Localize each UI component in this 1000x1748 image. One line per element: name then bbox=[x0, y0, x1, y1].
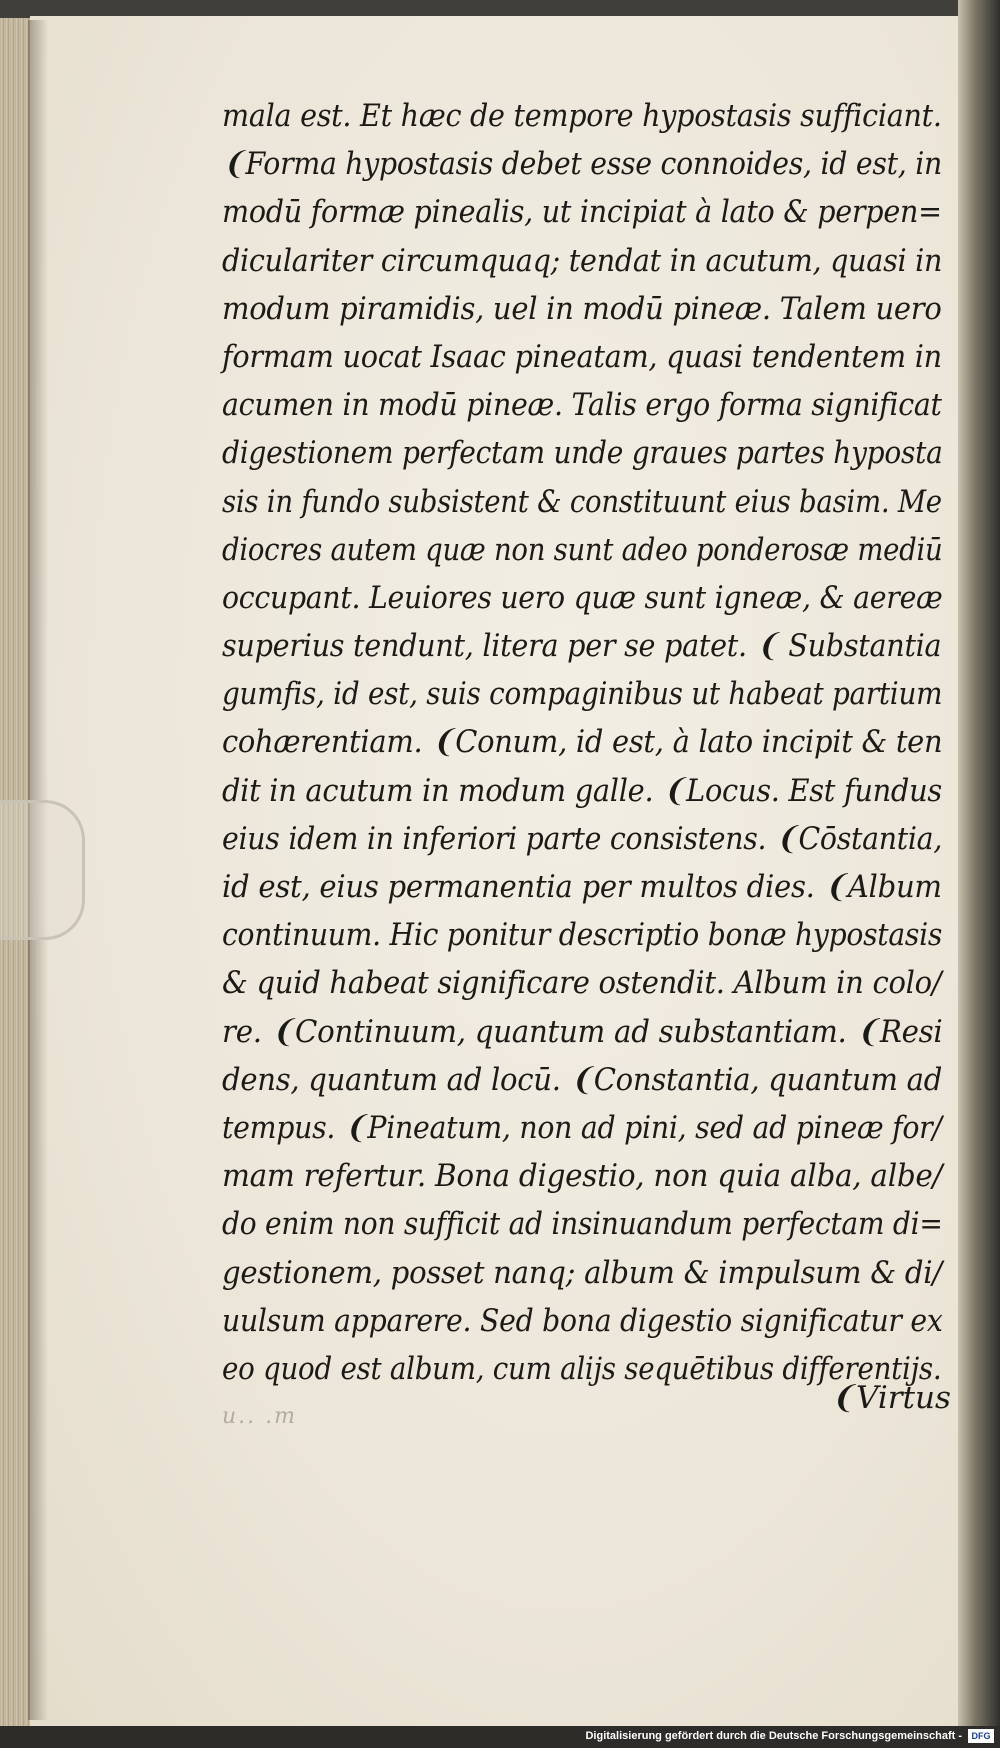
footer-credit: Digitalisierung gefördert durch die Deutsche Forschungsgemeinschaft - bbox=[585, 1730, 962, 1742]
text-line: eo quod est album, cum alijs sequētibus differentijs. bbox=[222, 1350, 942, 1387]
page-text bbox=[222, 92, 942, 1441]
text-line: continuum. Hic ponitur descriptio bonæ hypostasis bbox=[222, 917, 943, 954]
text-line: cohærentiam. ❨Conum, id est, à lato incipit & ten bbox=[222, 724, 943, 761]
text-line: ❨Forma hypostasis debet esse connoides, id est, in bbox=[222, 146, 942, 183]
text-line: dens, quantum ad locū. ❨Constantia, quantum ad bbox=[222, 1061, 943, 1098]
text-line: diculariter circumquaq; tendat in acutum, quasi in bbox=[222, 242, 943, 279]
text-line: tempus. ❨Pineatum, non ad pini, sed ad pineæ for/ bbox=[222, 1109, 942, 1146]
text-line: & quid habeat significare ostendit. Album in colo/ bbox=[222, 965, 942, 1002]
text-line: formam uocat Isaac pineatam, quasi tendentem in bbox=[222, 338, 942, 375]
text-line: occupant. Leuiores uero quæ sunt igneæ, & aereæ bbox=[222, 579, 943, 616]
faded-text: u.. .m bbox=[222, 1404, 298, 1430]
text-line: re. ❨Continuum, quantum ad substantiam. ❨Resi bbox=[222, 1013, 943, 1050]
text-line: gumfis, id est, suis compaginibus ut habeat partium bbox=[222, 676, 943, 713]
text-line: superius tendunt, litera per se patet. ❨ Substantia bbox=[222, 628, 942, 665]
text-line: id est, eius permanentia per multos dies. ❨Album bbox=[222, 869, 942, 905]
text-line: gestionem, posset nanq; album & impulsum & di/ bbox=[222, 1254, 942, 1291]
catchword: ❨Virtus bbox=[830, 1380, 951, 1416]
dfg-logo-icon[interactable]: DFG bbox=[968, 1729, 994, 1743]
text-line: eius idem in inferiori parte consistens. ❨Cōstantia, bbox=[222, 820, 943, 857]
text-line: modū formæ pinealis, ut incipiat à lato & perpen= bbox=[222, 194, 942, 231]
text-line: digestionem perfectam unde graues partes hyposta bbox=[222, 435, 943, 472]
text-line: acumen in modū pineæ. Talis ergo forma significat bbox=[222, 387, 942, 424]
text-line: mam refertur. Bona digestio, non quia alba, albe/ bbox=[222, 1158, 943, 1195]
page-fore-edge bbox=[958, 0, 1000, 1748]
text-line: dit in acutum in modum galle. ❨Locus. Est fundus bbox=[222, 772, 942, 809]
text-line: sis in fundo subsistent & constituunt eius basim. Me bbox=[222, 483, 942, 520]
text-line: modum piramidis, uel in modū pineæ. Talem uero bbox=[222, 290, 942, 327]
text-line: mala est. Et hæc de tempore hypostasis sufficiant. bbox=[222, 98, 942, 134]
text-line: do enim non sufficit ad insinuandum perfectam di= bbox=[222, 1206, 943, 1243]
text-line: diocres autem quæ non sunt adeo ponderosæ mediū bbox=[222, 531, 943, 568]
page-clip bbox=[0, 800, 85, 940]
footer-bar bbox=[0, 1726, 1000, 1748]
text-line: uulsum apparere. Sed bona digestio significatur ex bbox=[222, 1302, 943, 1339]
